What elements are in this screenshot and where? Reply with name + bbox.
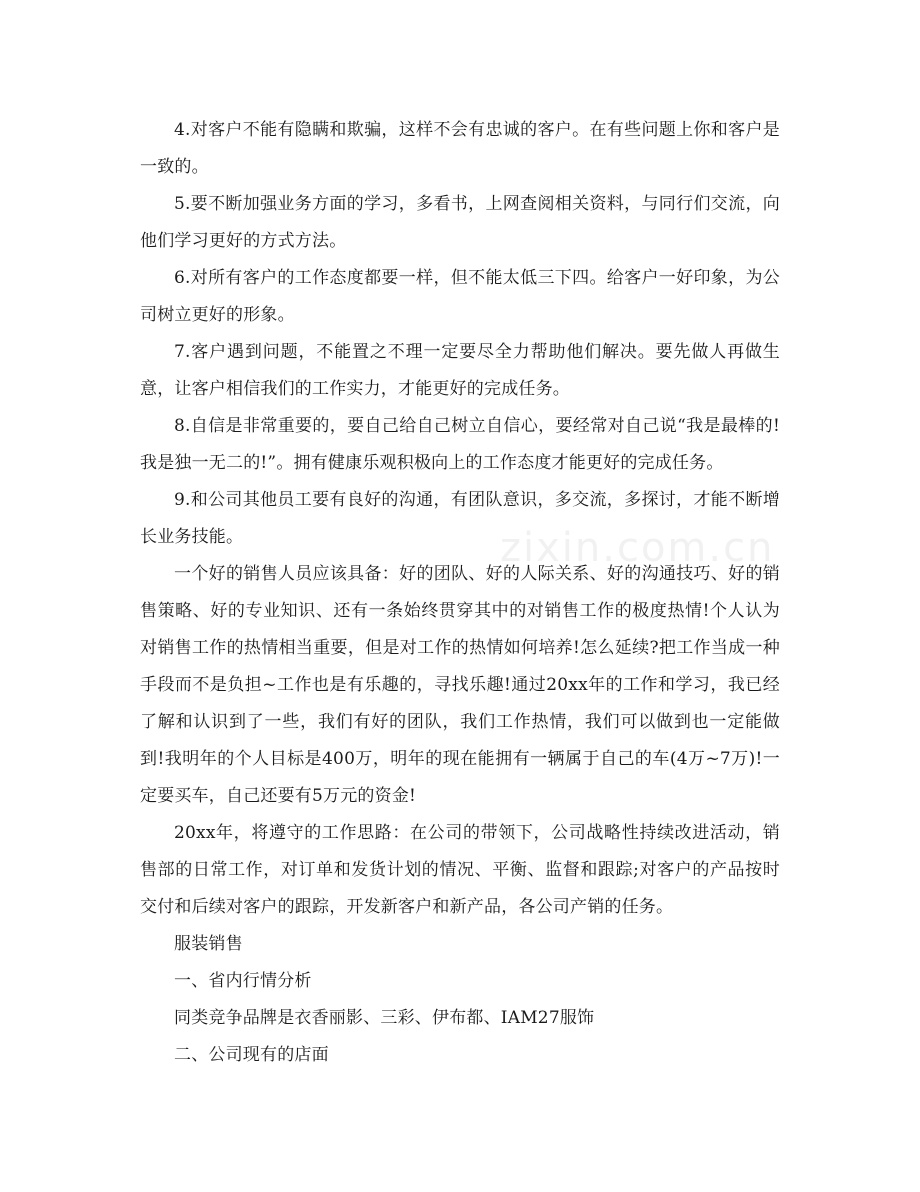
paragraph-sales-qualities: 一个好的销售人员应该具备：好的团队、好的人际关系、好的沟通技巧、好的销售策略、好的专业知识、还有一条始终贯穿其中的对销售工作的极度热情!个人认为对销售工作的热情相当重要，但是对工作的热情如何培养!怎么延续?把工作当成一种手段而不是负担~工作也是有乐趣的，寻找乐趣!通过20xx年的工作和学习，我已经了解和认识到了一些，我们有好的团队，我们工作热情，我们可以做到也一定能做到!我明年的个人目标是400万，明年的现在能拥有一辆属于自己的车(4万~7万)!一定要买车，自己还要有5万元的资金! xyxy=(140,564,780,806)
paragraph-item-9: 9.和公司其他员工要有良好的沟通，有团队意识，多交流，多探讨，才能不断增长业务技能。 xyxy=(140,490,780,547)
paragraph-item-5: 5.要不断加强业务方面的学习，多看书，上网查阅相关资料，与同行们交流，向他们学习更好的方式方法。 xyxy=(140,194,780,251)
paragraph-item-6: 6.对所有客户的工作态度都要一样，但不能太低三下四。给客户一好印象，为公司树立更好的形象。 xyxy=(140,268,780,325)
section-heading-provincial-analysis: 一、省内行情分析 xyxy=(174,971,312,991)
paragraph-item-8: 8.自信是非常重要的，要自己给自己树立自信心，要经常对自己说“我是最棒的!我是独一无二的!”。拥有健康乐观积极向上的工作态度才能更好的完成任务。 xyxy=(140,416,780,473)
section-heading-clothing-sales: 服装销售 xyxy=(174,934,243,954)
document-body xyxy=(140,112,780,1074)
section-heading-existing-stores: 二、公司现有的店面 xyxy=(174,1045,329,1065)
paragraph-item-4: 4.对客户不能有隐瞒和欺骗，这样不会有忠诚的客户。在有些问题上你和客户是一致的。 xyxy=(140,120,780,177)
watermark-text: zixin.com.cn xyxy=(500,525,775,571)
paragraph-work-plan: 20xx年，将遵守的工作思路：在公司的带领下，公司战略性持续改进活动，销售部的日常工作，对订单和发货计划的情况、平衡、监督和跟踪;对客户的产品按时交付和后续对客户的跟踪，开发新客户和新产品，各公司产销的任务。 xyxy=(140,823,780,917)
paragraph-item-7: 7.客户遇到问题，不能置之不理一定要尽全力帮助他们解决。要先做人再做生意，让客户相信我们的工作实力，才能更好的完成任务。 xyxy=(140,342,780,399)
paragraph-competitor-brands: 同类竞争品牌是衣香丽影、三彩、伊布都、IAM27服饰 xyxy=(174,1008,595,1028)
